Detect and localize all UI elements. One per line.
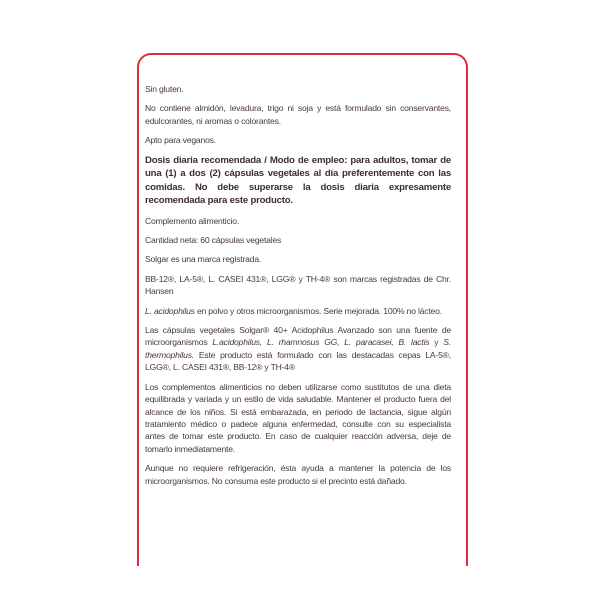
gluten-free-statement: Sin gluten. [145,84,184,94]
vegan-statement: Apto para veganos. [145,135,216,146]
free-from-statement: No contiene almidón, levadura, trigo ni soja y está formulado sin conservantes, edulcorantes, ni aromas o colorantes. [145,103,451,126]
trademark-notice: Solgar es una marca registrada. [145,254,262,265]
description-species-2: S. thermophilus. [145,337,451,360]
storage-statement: Aunque no requiere refrigeración, ésta ayuda a mantener la potencia de los microorganismos. No consuma este producto si el precinto está dañado. [145,463,451,486]
label-text-block [145,83,451,494]
acidophilus-statement [145,305,451,317]
description-conjunction: y [429,337,444,348]
net-quantity: Cantidad neta: 60 cápsulas vegetales [145,235,282,246]
product-description [145,324,451,374]
strain-trademarks-notice: BB-12®, LA-5®, L. CASEI 431®, LGG® y TH-4® son marcas registradas de Chr. Hansen [145,273,451,297]
description-strains: Este producto está formulado con las destacadas cepas LA-5®, LGG®, L. CASEI 431®, BB-12® y TH-4® [145,349,451,373]
acidophilus-statement-text: en polvo y otros microorganismos. Serie mejorada. 100% no lácteo. [194,305,442,316]
product-category: Complemento alimenticio. [145,215,240,226]
description-species: L.acidophilus, L. rhamnosus GG, L. paracasei, B. lactis [212,337,430,348]
warnings-statement: Los complementos alimenticios no deben utilizarse como sustitutos de una dieta equilibrada y variada y un estilo de vida saludable. Mantener el producto fuera del alcance de los niños. Si está embarazada, en periodo de lactancia, sigue algún tratamiento médico o padece alguna enfermedad, consulte con su especialista antes de tomar este producto. En caso de cualquier reacción adversa, deje de tomarlo inmediatamente. [145,381,451,454]
dosage-instructions: Dosis diaria recomendada / Modo de empleo: para adultos, tomar de una (1) a dos (2) cápsulas vegetales al día preferentemente con las comidas. No debe superarse la dosis diaria expresamente recomendada para este producto. [145,154,451,207]
acidophilus-species-name: L. acidophilus [145,305,195,316]
description-intro: Las cápsulas vegetales Solgar® 40+ Acidophilus Avanzado son una fuente de microorganismos [145,325,451,348]
